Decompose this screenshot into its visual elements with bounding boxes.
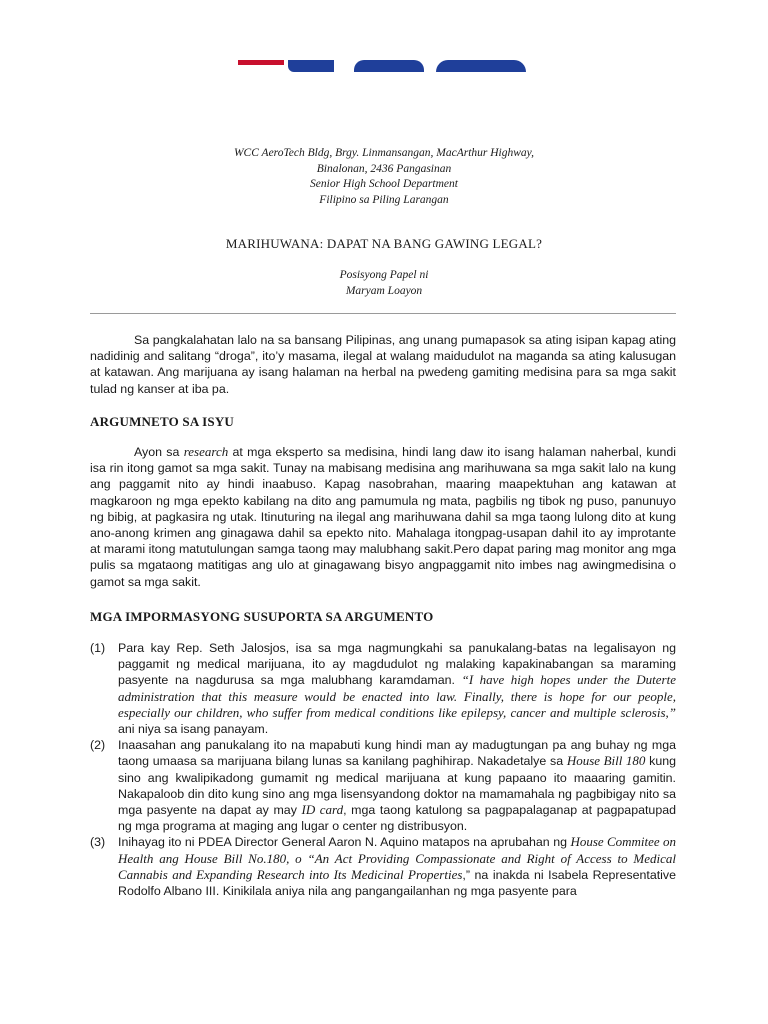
list-item-text: , mga taong katulong sa pagpapalaganap at pagpapatupad ng mga programa at maging ang lugar o center ng distribusyon. [118,803,676,834]
header-divider [90,313,676,314]
list-item-emphasis: ID card [301,802,344,818]
list-item-quote: “I have high hopes under the Duterte administration that this measure would be enacted into law. Finally, there is hope for our people, especially our children, who suffer from medical conditions like epilepsy, cancer and multiple sclerosis,” [118,672,676,720]
list-item-text: ,” na inakda ni Isabela Representative Rodolfo Albano III. Kinikilala aniya nila ang pangangailanhan ng mga pasyente para [118,867,676,899]
school-header [0,146,768,208]
logo-shape [436,60,526,72]
byline-label: Posisyong Papel ni [339,269,429,281]
subject-line: Filipino sa Piling Larangan [319,193,449,206]
list-item-text: Inaasahan ang panukalang ito na mapabuti kung hindi man ay madugtungan pa ang buhay ng mga taong umaasa sa marijuana bilang lunas sa kanilang paghihirap. Nakadetalye sa [118,738,676,769]
list-item [90,737,676,834]
list-item-text: kung sino ang kwalipikadong gumamit ng medical marijuana at kung papaano ito maaaring gamitin. Nakapaloob din dito kung sino ang mga lisensyandong doktor na mamamahala ng pagbibigay nito sa mga pasyente na dapat ay may [118,754,677,818]
list-item-text: Inihayag ito ni PDEA Director General Aaron N. Aquino matapos na aprubahan ng [118,835,571,850]
list-item [90,640,676,737]
list-item-emphasis: House Bill 180 [566,753,646,769]
list-item-number: (2) [90,738,106,753]
department-line: Senior High School Department [310,178,458,190]
author-name: Maryam Loayon [345,284,423,297]
argument-paragraph [90,444,676,590]
school-logo [236,54,528,72]
intro-paragraph: Sa pangkalahatan lalo na sa bansang Pilipinas, ang unang pumapasok sa ating isipan kapag ating nadidinig and salitang “droga”, ito’y masama, ilegal at walang maidudulot na maganda sa ating kalusugan at katawan. Ang marijuana ay isang halaman na herbal na pwedeng gamiting medisina para sa mga sakit tulad ng kanser at iba pa. [90,333,676,396]
list-item [90,834,676,899]
argument-text-rest: at mga eksperto sa medisina, hindi lang daw ito isang halaman naherbal, kundi isa rin itong gamot sa mga sakit. Tunay na mabisang medisina ang marihuwana sa mga sakit lalo na kung ang paggamit nito ay hindi inaabuso. Kapag nasobrahan, maaring maapektuhan ang katawan at magkaroon ng mga epekto kabilang na dito ang pamumula ng mata, pagbilis ng tibok ng puso, panunuyo ng bibig, at pagkasira ng utak. Itinuturing na ilegal ang marihuwana dahil sa mga taong lulong dito at kung ano-anong krimen ang ginagawa dahil sa epekto nito. Mahalaga itongpag-usapan dahil ito ay improtante at marami itong matutulungan samga taong may malubhang sakit.Pero dapat paring mag monitor ang mga pulis sa mgataong matitigas ang ulo at ginagawang bisyo angpaggamit nito imbes nag awingmedisina o gamot sa mga sakit. [90,445,676,589]
logo-shape [354,60,424,72]
logo-red-bar [238,60,284,65]
list-item-number: (3) [90,835,106,850]
section-heading-argument: ARGUMNETO SA ISYU [90,414,235,429]
document-title: MARIHUWANA: DAPAT NA BANG GAWING LEGAL? [225,236,543,251]
list-item-emphasis: House Commitee on Health ang House Bill No.180, o “An Act Providing Compassionate and Right of Access to Medical Cannabis and Expanding Research into Its Medicinal Properties [118,834,676,882]
address-line-2: Binalonan, 2436 Pangasinan [316,162,452,175]
address-line-1: WCC AeroTech Bldg, Brgy. Linmansangan, MacArthur Highway, [233,147,535,159]
supporting-info-list [90,640,676,899]
list-item-text: ani niya sa isang panayam. [118,722,269,737]
logo-shape [288,60,334,72]
list-item-text: Para kay Rep. Seth Jalosjos, isa sa mga nagmungkahi sa panukalang-batas na legalisayon ng paggamit ng medical marijuana, ito ay magdudulot ng malaking kapakinabangan sa maraming pasyente na nagdurusa sa mga malubhang karamdaman. [118,641,676,688]
argument-text-start: Ayon sa [134,445,184,459]
logo-white-bar [238,58,284,60]
list-item-number: (1) [90,641,106,655]
byline [0,268,768,299]
section-heading-supporting-info: MGA IMPORMASYONG SUSUPORTA SA ARGUMENTO [90,609,434,624]
research-term: research [183,444,229,459]
